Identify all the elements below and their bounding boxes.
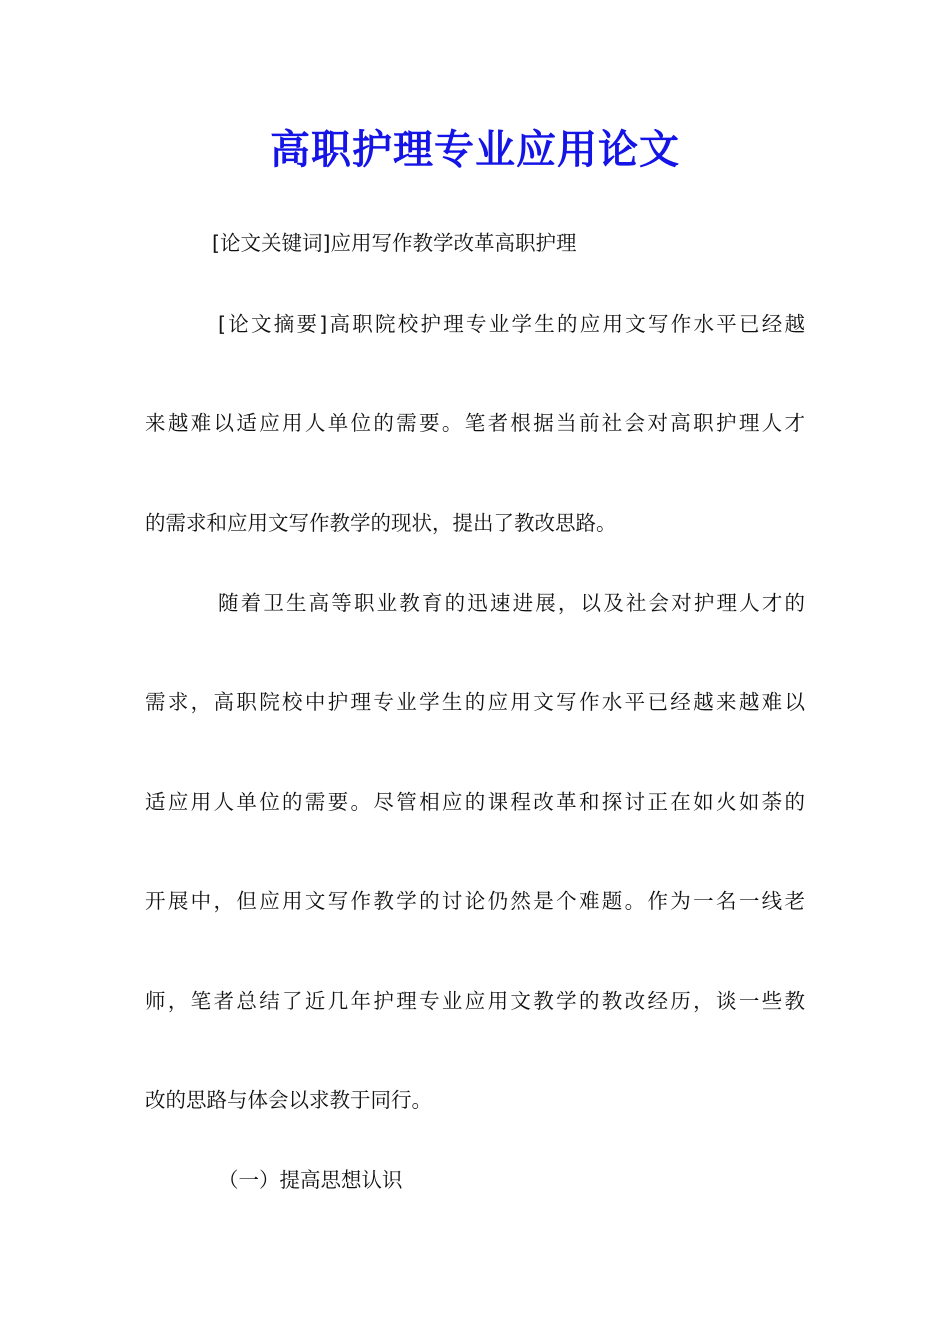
abstract-line: 来越难以适应用人单位的需要。笔者根据当前社会对高职护理人才 (145, 411, 805, 435)
abstract-line: [论文摘要]高职院校护理专业学生的应用文写作水平已经越 (218, 312, 805, 336)
body-line: 随着卫生高等职业教育的迅速进展，以及社会对护理人才的 (218, 591, 805, 615)
abstract-line: 的需求和应用文写作教学的现状，提出了教改思路。 (145, 511, 617, 535)
body-line: 需求，高职院校中护理专业学生的应用文写作水平已经越来越难以 (145, 690, 805, 714)
page-title: 高职护理专业应用论文 (270, 126, 680, 173)
body-line: 开展中，但应用文写作教学的讨论仍然是个难题。作为一名一线老 (145, 889, 805, 913)
keywords-line: [论文关键词]应用写作教学改革高职护理 (212, 231, 577, 255)
body-line: 改的思路与体会以求教于同行。 (145, 1088, 432, 1112)
section-heading: （一）提高思想认识 (218, 1168, 403, 1192)
body-line: 师，笔者总结了近几年护理专业应用文教学的教改经历，谈一些教 (145, 989, 805, 1013)
body-line: 适应用人单位的需要。尽管相应的课程改革和探讨正在如火如荼的 (145, 790, 805, 814)
